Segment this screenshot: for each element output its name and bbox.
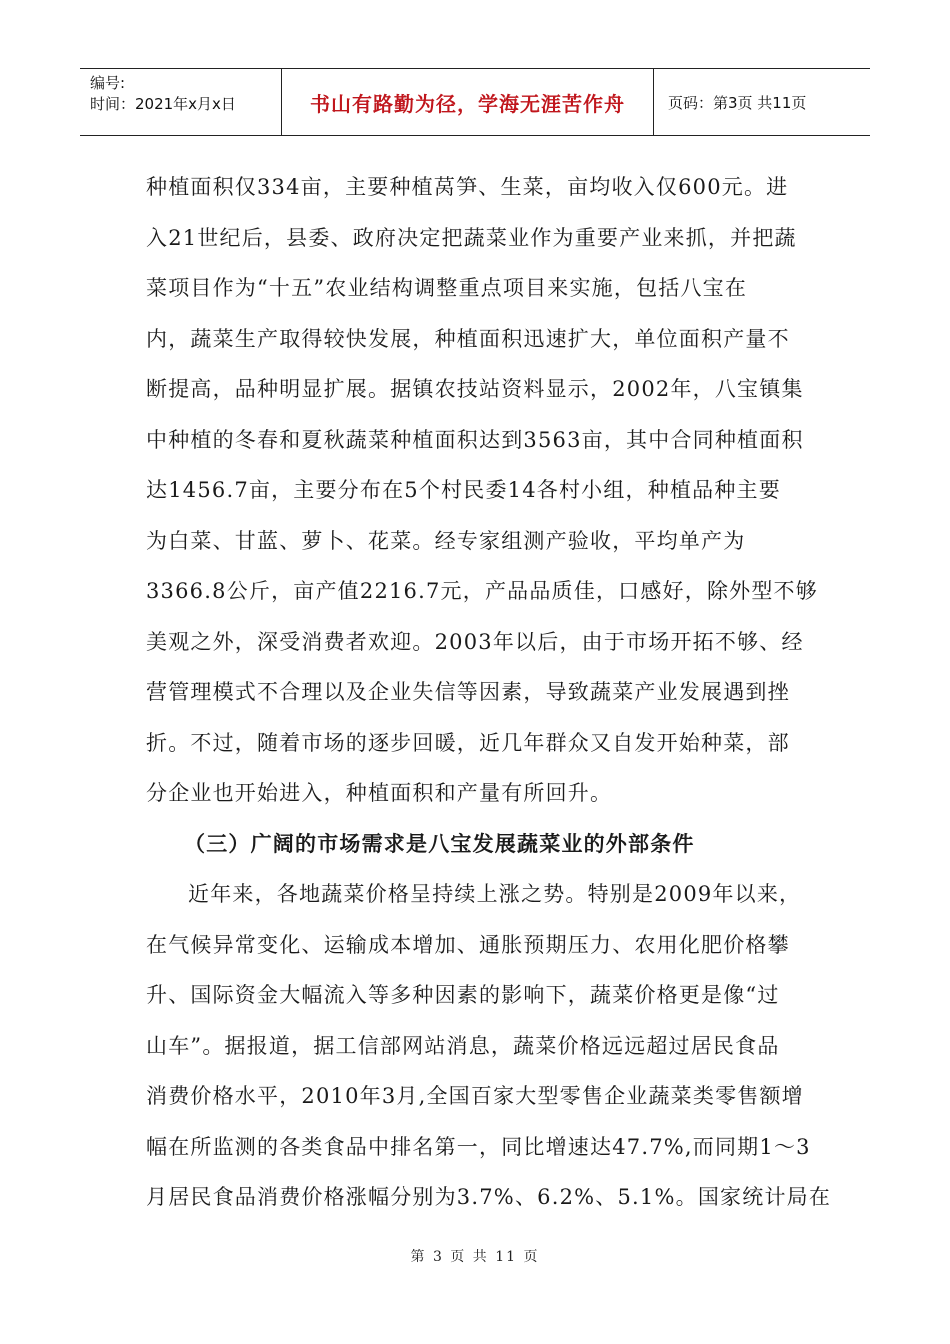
document-date: 时间：2021年x月x日 (90, 95, 236, 113)
body-text-line: 近年来，各地蔬菜价格呈持续上涨之势。特别是2009年以来， (188, 882, 802, 906)
page-header (80, 68, 870, 136)
body-text-line: 菜项目作为“十五”农业结构调整重点项目来实施，包括八宝在 (146, 276, 748, 300)
header-motto: 书山有路勤为径，学海无涯苦作舟 (282, 69, 654, 135)
section-heading: （三）广阔的市场需求是八宝发展蔬菜业的外部条件 (184, 830, 695, 856)
body-text-line: 消费价格水平，2010年3月,全国百家大型零售企业蔬菜类零售额增 (146, 1084, 804, 1108)
document-body (146, 162, 832, 1223)
body-text-line: 中种植的冬春和夏秋蔬菜种植面积达到3563亩，其中合同种植面积 (146, 427, 804, 452)
document-number-label: 编号: (90, 74, 126, 92)
body-text-line: 入21世纪后，县委、政府决定把蔬菜业作为重要产业来抓，并把蔬 (146, 225, 797, 250)
body-text-line: 种植面积仅334亩，主要种植莴笋、生菜，亩均收入仅600元。进 (146, 175, 789, 199)
body-text-line: 3366.8公斤，亩产值2216.7元，产品品质佳，口感好，除外型不够 (146, 579, 818, 603)
body-text-line: 在气候异常变化、运输成本增加、通胀预期压力、农用化肥价格攀 (146, 932, 790, 957)
page-footer: 第 3 页 共 11 页 (410, 1249, 540, 1265)
body-text-line: 为白菜、甘蓝、萝卜、花菜。经专家组测产验收，平均单产为 (146, 528, 746, 553)
body-text-line: 月居民食品消费价格涨幅分别为3.7%、6.2%、5.1%。国家统计局在 (146, 1185, 832, 1209)
body-text-line: 分企业也开始进入，种植面积和产量有所回升。 (146, 781, 613, 805)
body-text-line: 美观之外，深受消费者欢迎。2003年以后，由于市场开拓不够、经 (146, 629, 804, 654)
body-text-line: 断提高，品种明显扩展。据镇农技站资料显示，2002年，八宝镇集 (146, 377, 804, 401)
header-page-info: 页码：第3页 共11页 (668, 93, 807, 112)
body-text-line: 达1456.7亩，主要分布在5个村民委14各村小组，种植品种主要 (146, 478, 781, 502)
header-meta (80, 69, 282, 135)
body-text-line: 营管理模式不合理以及企业失信等因素，导致蔬菜产业发展遇到挫 (146, 680, 790, 704)
body-text-line: 幅在所监测的各类食品中排名第一，同比增速达47.7%,而同期1～3 (146, 1134, 811, 1159)
body-text-line: 山车”。据报道，据工信部网站消息，蔬菜价格远远超过居民食品 (146, 1033, 780, 1058)
body-text-line: 折。不过，随着市场的逐步回暖，近几年群众又自发开始种菜，部 (146, 730, 790, 755)
body-text-line: 升、国际资金大幅流入等多种因素的影响下，蔬菜价格更是像“过 (146, 983, 780, 1007)
body-text-line: 内，蔬菜生产取得较快发展，种植面积迅速扩大，单位面积产量不 (146, 326, 790, 351)
